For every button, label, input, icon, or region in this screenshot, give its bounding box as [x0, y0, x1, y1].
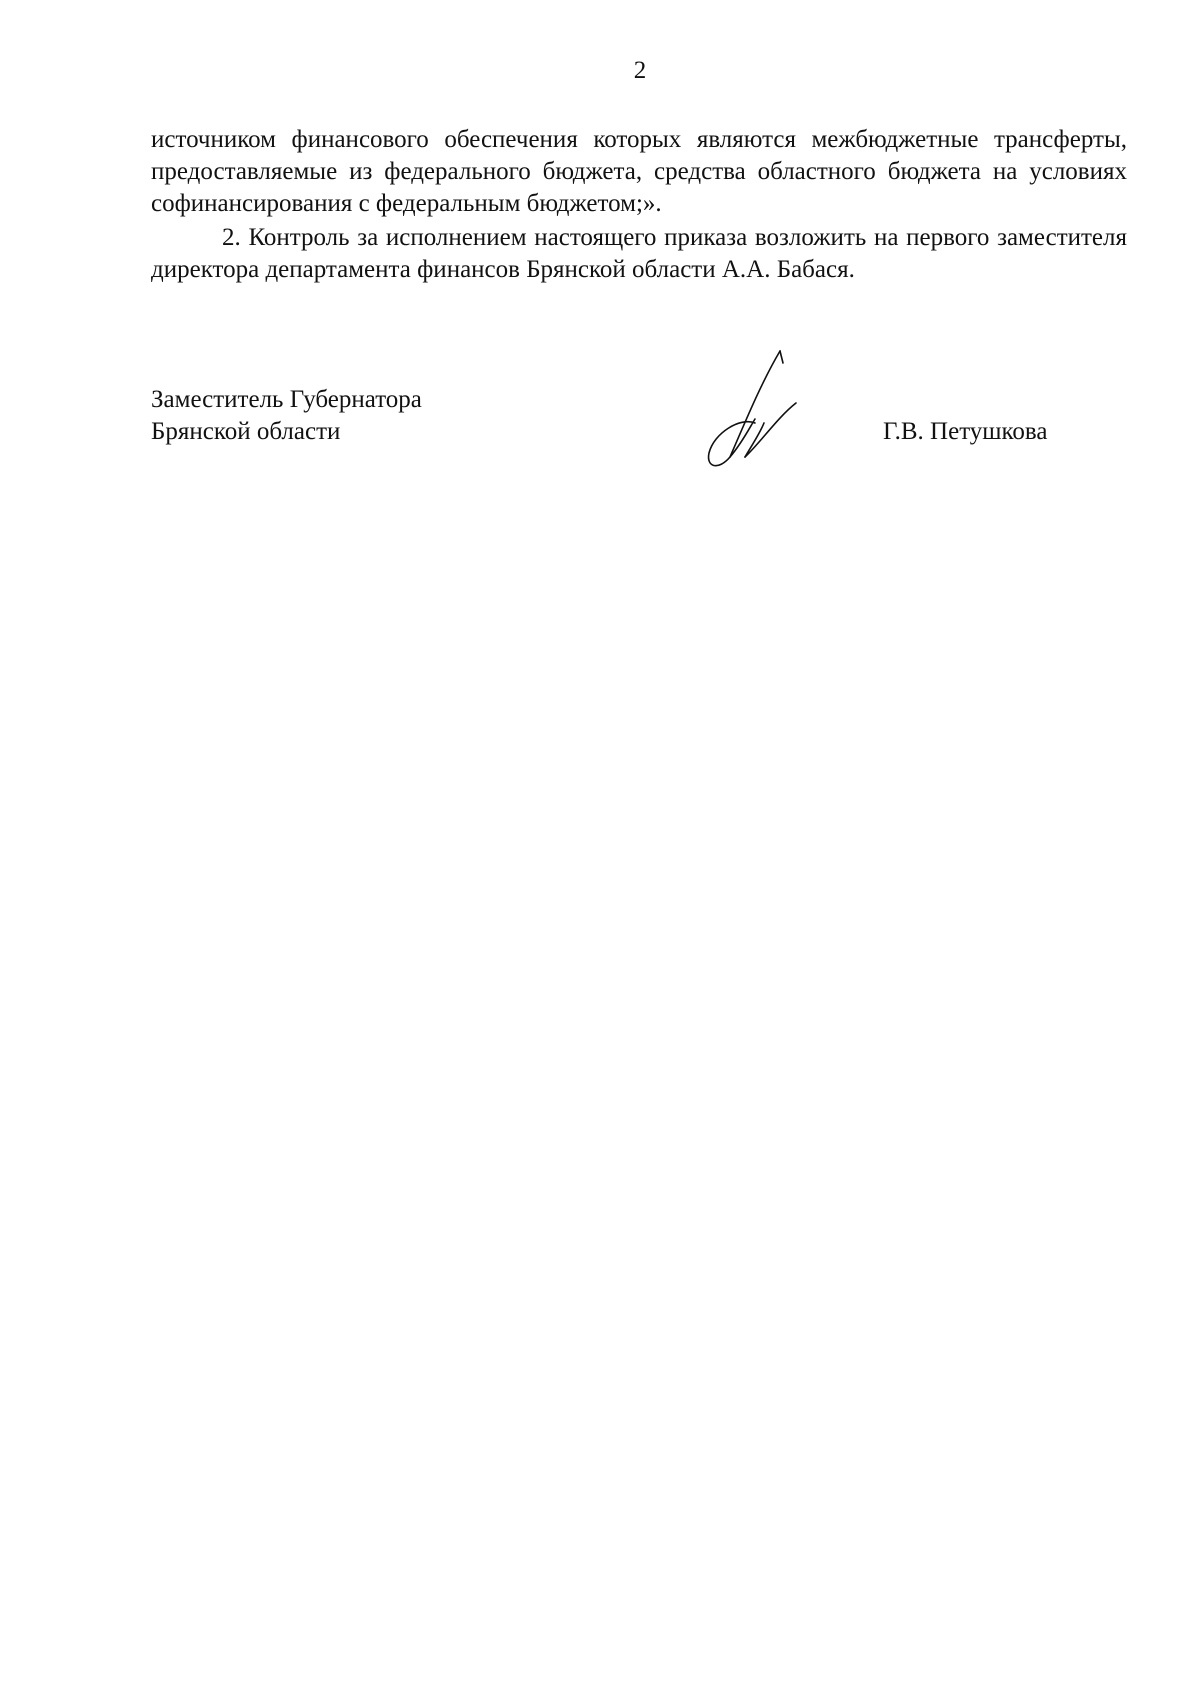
handwritten-signature-icon [700, 345, 820, 475]
page-number: 2 [633, 57, 647, 84]
signatory-position [151, 384, 422, 448]
paragraph-continuation: источником финансового обеспечения которых являются межбюджетные трансферты, предоставляемые из федерального бюджета, средства областного бюджета на условиях софинансирования с федеральным бюджетом;». [151, 126, 1127, 217]
signatory-name: Г.В. Петушкова [883, 418, 1048, 445]
paragraph-item-2: 2. Контроль за исполнением настоящего приказа возложить на первого заместителя директора департамента финансов Брянской области А.А. Бабася. [151, 224, 1127, 283]
signatory-position-line1: Заместитель Губернатора [151, 386, 422, 413]
signatory-position-line2: Брянской области [151, 418, 341, 445]
document-body [151, 124, 1127, 286]
